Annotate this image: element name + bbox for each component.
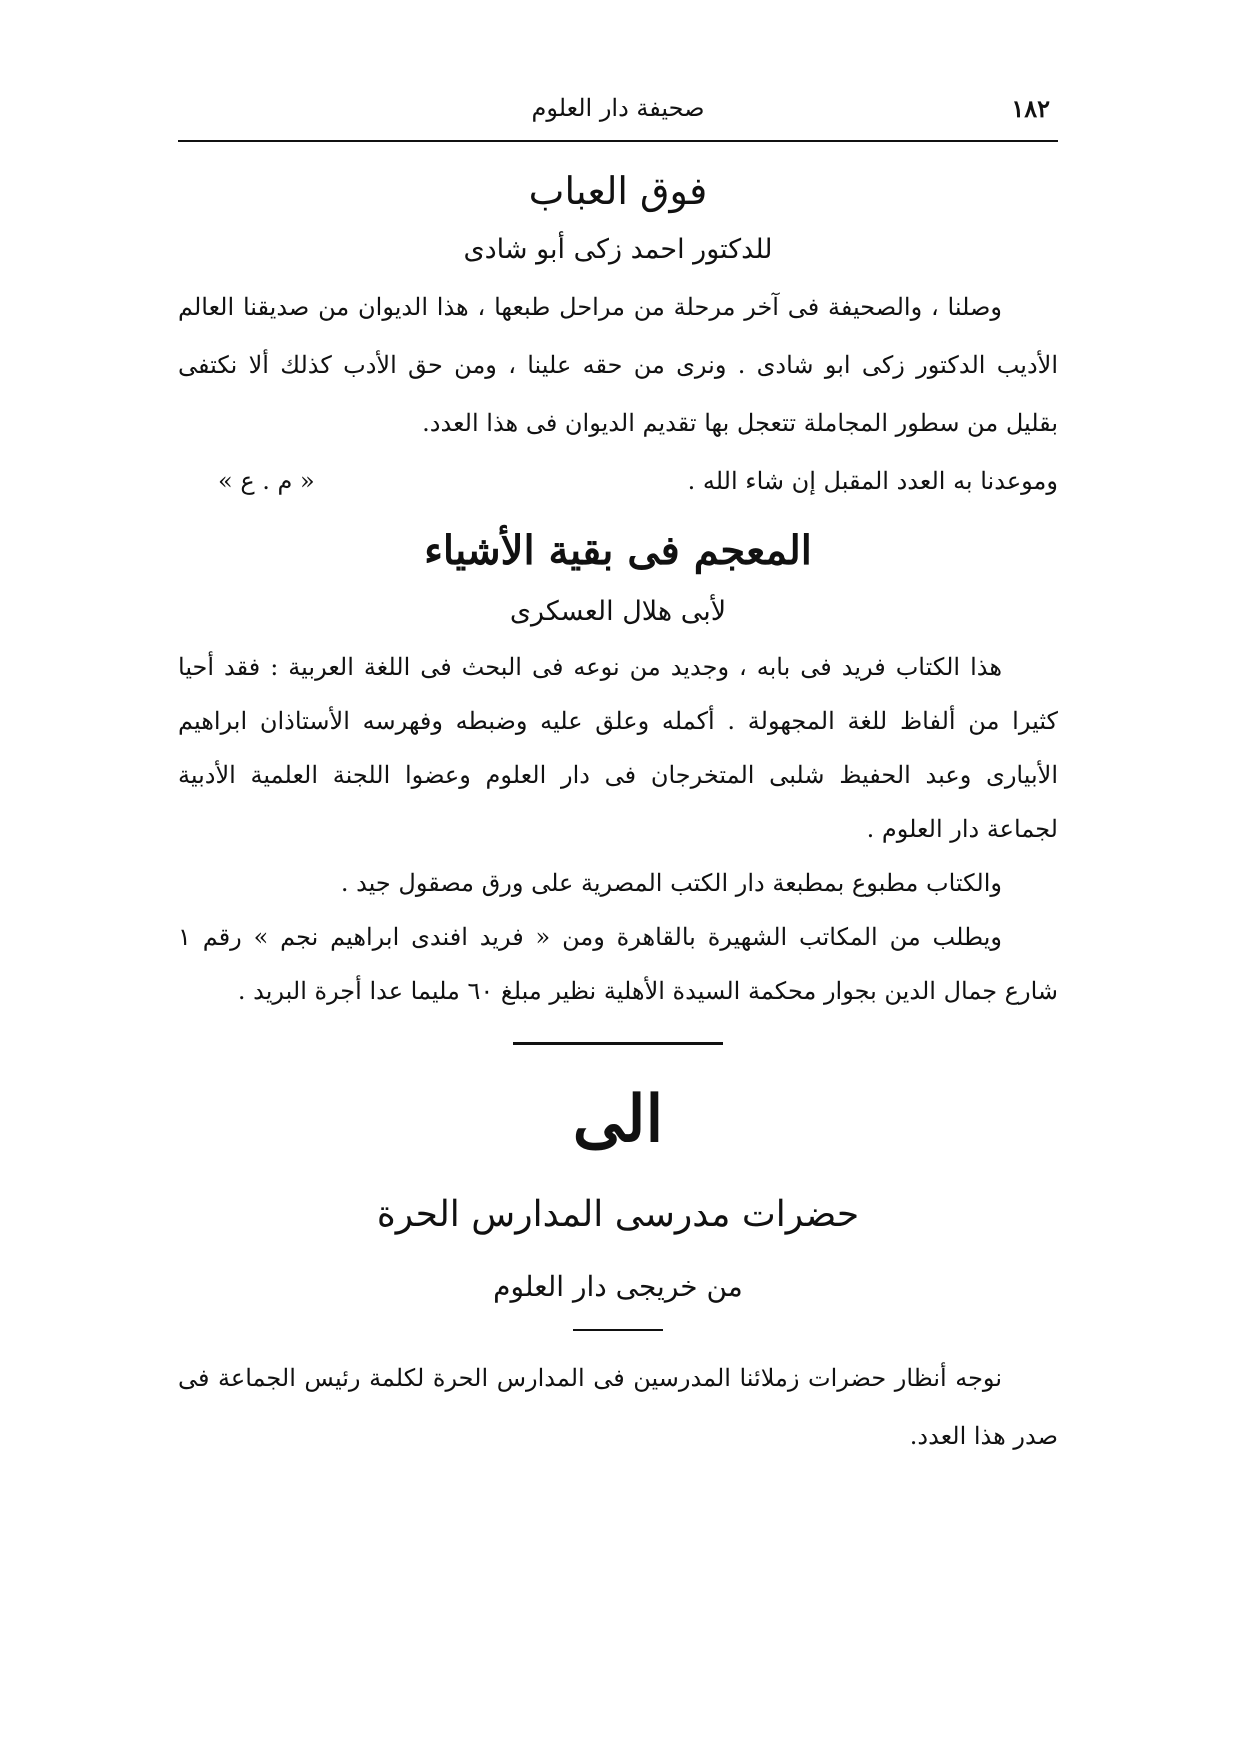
section-paragraph: وصلنا ، والصحيفة فى آخر مرحلة من مراحل طبعها ، هذا الديوان من صديقنا العالم الأديب الدكتور زكى ابو شادى . ونرى من حقه علينا ، ومن حق الأدب كذلك ألا نكتفى بقليل من سطور المجاملة تتعجل بها تقديم الديوان فى هذا العدد. [178,293,1058,437]
signature: « م . ع » [218,467,315,495]
book-notice-al-mujam [178,518,1058,1018]
section-byline: للدكتور احمد زكى أبو شادى [463,234,773,265]
section-title: فوق العباب [528,169,708,213]
section-paragraph: والكتاب مطبوع بمطبعة دار الكتب المصرية على ورق مصقول جيد . [340,869,1002,897]
page-number: ١٨٢ [1011,94,1050,123]
big-heading: الى [572,1082,664,1157]
closing-line [178,452,1058,510]
page-content [178,160,1058,1465]
notice-to-teachers [178,1065,1058,1465]
section-title: المعجم فى بقية الأشياء [424,527,812,574]
notice-subheading: من خريجى دار العلوم [493,1270,743,1303]
section-byline: لأبى هلال العسكرى [509,596,727,627]
section-divider [513,1042,723,1045]
page-header [178,88,1058,142]
closing-text: وموعدنا به العدد المقبل إن شاء الله . [687,467,1058,495]
short-divider [573,1329,663,1331]
notice-heading: حضرات مدرسى المدارس الحرة [376,1194,860,1235]
notice-paragraph: نوجه أنظار حضرات زملائنا المدرسين فى المدارس الحرة لكلمة رئيس الجماعة فى صدر هذا العدد. [178,1364,1058,1450]
section-paragraph: ويطلب من المكاتب الشهيرة بالقاهرة ومن « فريد افندى ابراهيم نجم » رقم ١ شارع جمال الدين بجوار محكمة السيدة الأهلية نظير مبلغ ٦٠ مليما عدا أجرة البريد . [178,923,1058,1005]
section-paragraph: هذا الكتاب فريد فى بابه ، وجديد من نوعه فى البحث فى اللغة العربية : فقد أحيا كثيرا من ألفاظ للغة المجهولة . أكمله وعلق عليه وضبطه وفهرسه الأستاذان ابراهيم الأبيارى وعبد الحفيظ شلبى المتخرجان فى دار العلوم وعضوا اللجنة العلمية الأدبية لجماعة دار العلوم . [178,653,1058,843]
running-title: صحيفة دار العلوم [531,94,705,122]
book-notice-fawq-al-ubab [178,160,1058,510]
